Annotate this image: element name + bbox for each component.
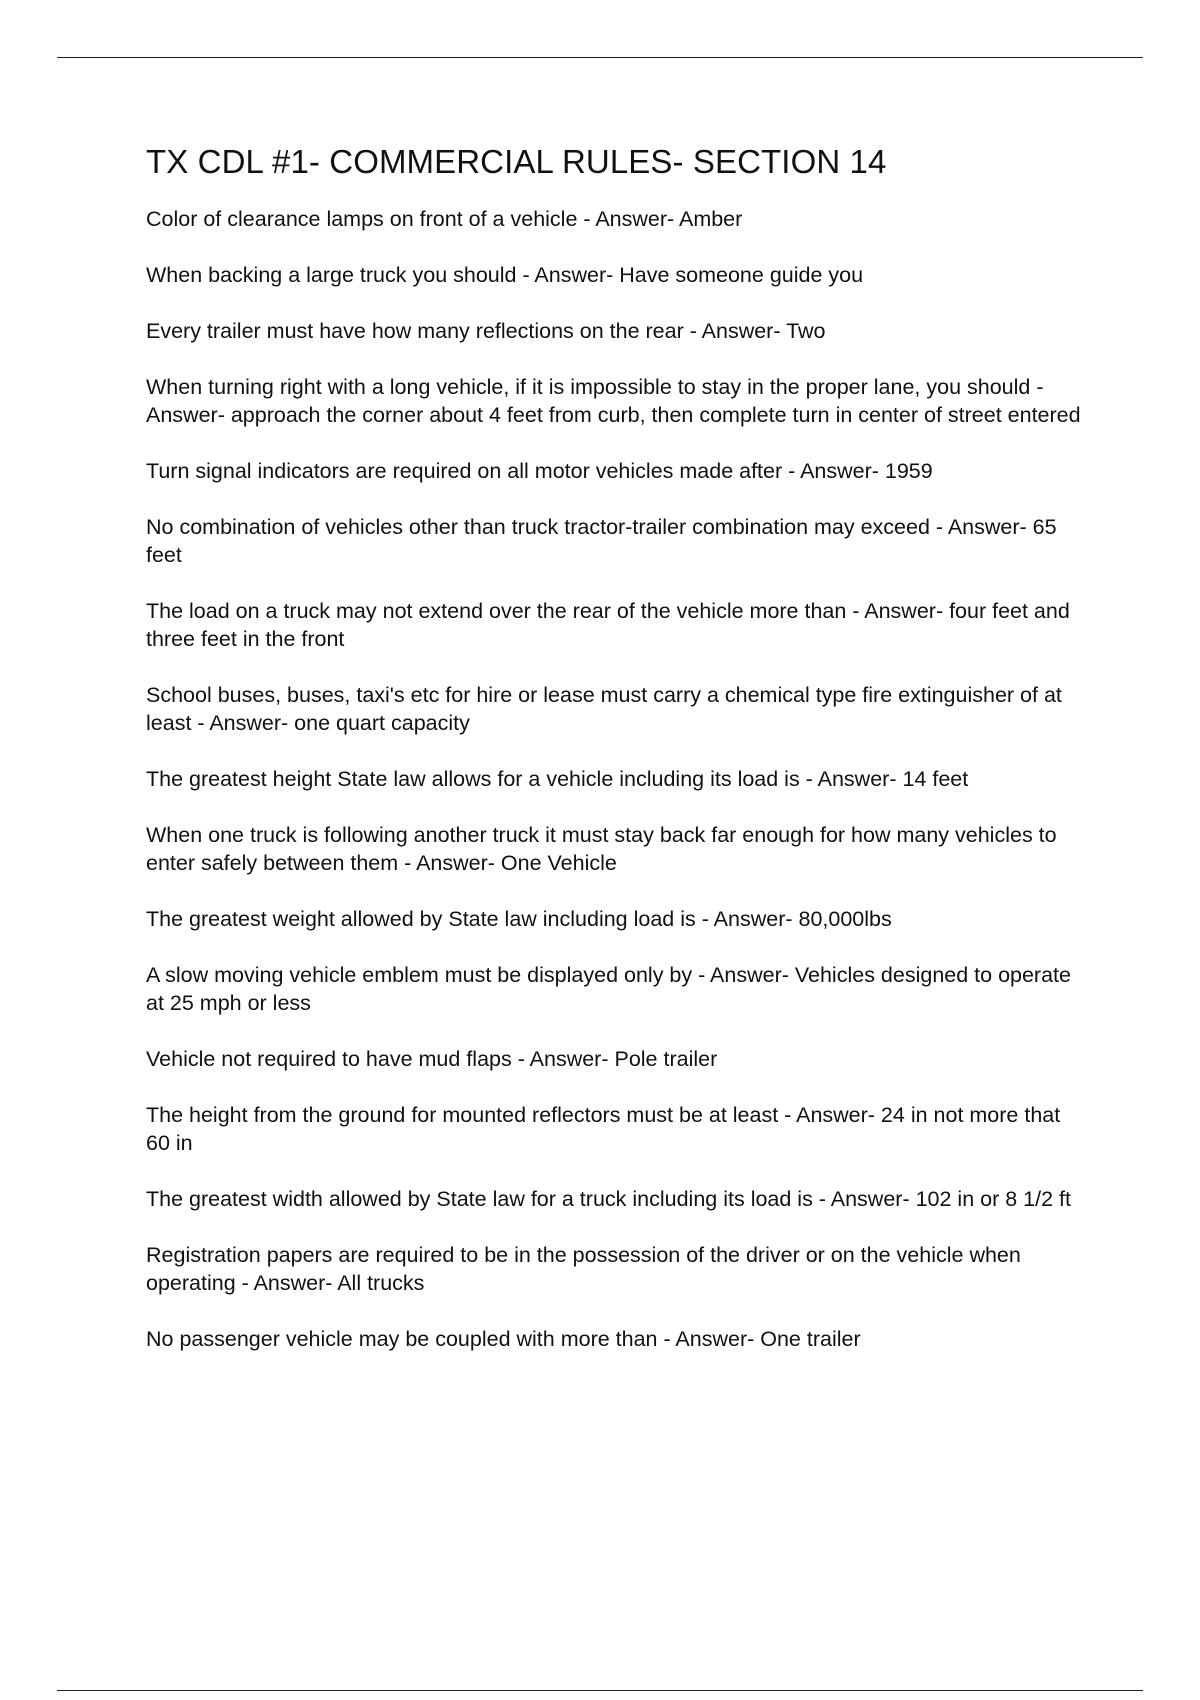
document-body <box>146 142 1086 1381</box>
top-divider <box>57 57 1143 58</box>
qa-item: Registration papers are required to be in the possession of the driver or on the vehicle when operating - Answer- All trucks <box>146 1242 1021 1295</box>
qa-item: Color of clearance lamps on front of a vehicle - Answer- Amber <box>146 206 743 231</box>
qa-item: School buses, buses, taxi's etc for hire or lease must carry a chemical type fire extinguisher of at least - Answer- one quart capacity <box>146 682 1062 735</box>
qa-item: When turning right with a long vehicle, if it is impossible to stay in the proper lane, you should - Answer- approach the corner about 4 feet from curb, then complete turn in center of street entered <box>146 374 1081 427</box>
qa-item: When one truck is following another truck it must stay back far enough for how many vehicles to enter safely between them - Answer- One Vehicle <box>146 822 1057 875</box>
qa-item: Turn signal indicators are required on all motor vehicles made after - Answer- 1959 <box>146 458 933 483</box>
qa-item: A slow moving vehicle emblem must be displayed only by - Answer- Vehicles designed to operate at 25 mph or less <box>146 962 1071 1015</box>
page-title: TX CDL #1- COMMERCIAL RULES- SECTION 14 <box>146 143 887 180</box>
qa-item: The greatest weight allowed by State law including load is - Answer- 80,000lbs <box>146 906 892 931</box>
qa-item: Vehicle not required to have mud flaps - Answer- Pole trailer <box>146 1046 718 1071</box>
qa-list <box>146 205 1086 1353</box>
qa-item: No passenger vehicle may be coupled with more than - Answer- One trailer <box>146 1326 861 1351</box>
qa-item: The greatest height State law allows for a vehicle including its load is - Answer- 14 feet <box>146 766 969 791</box>
qa-item: Every trailer must have how many reflections on the rear - Answer- Two <box>146 318 826 343</box>
qa-item: The greatest width allowed by State law for a truck including its load is - Answer- 102 in or 8 1/2 ft <box>146 1186 1071 1211</box>
qa-item: The load on a truck may not extend over the rear of the vehicle more than - Answer- four feet and three feet in the front <box>146 598 1070 651</box>
bottom-divider <box>57 1690 1143 1691</box>
qa-item: No combination of vehicles other than truck tractor-trailer combination may exceed - Answer- 65 feet <box>146 514 1057 567</box>
qa-item: When backing a large truck you should - Answer- Have someone guide you <box>146 262 864 287</box>
qa-item: The height from the ground for mounted reflectors must be at least - Answer- 24 in not more that 60 in <box>146 1102 1061 1155</box>
